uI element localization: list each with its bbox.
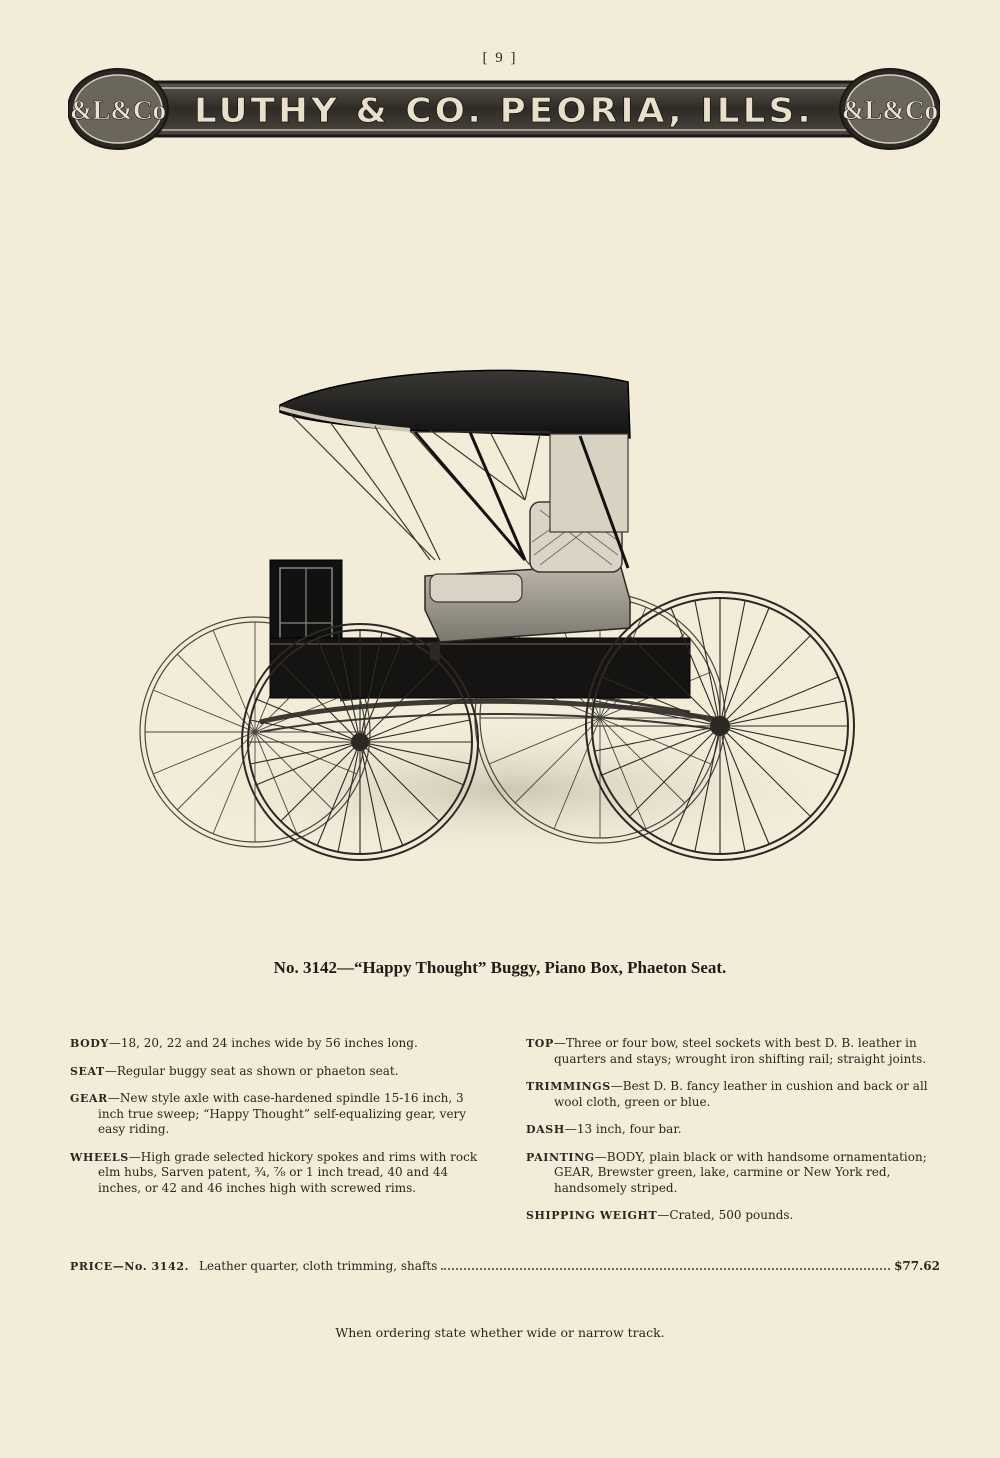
specs-right-column xyxy=(526,1036,946,1236)
spec-painting xyxy=(526,1150,946,1197)
spec-body xyxy=(70,1036,490,1052)
spec-key: PAINTING xyxy=(526,1150,595,1164)
company-name: LUTHY & CO. PEORIA, ILLS. xyxy=(194,91,814,131)
spec-key: SEAT xyxy=(70,1064,105,1078)
spec-dash xyxy=(526,1122,946,1138)
price-value: $77.62 xyxy=(894,1259,940,1273)
product-caption: No. 3142—“Happy Thought” Buggy, Piano Box, Phaeton Seat. xyxy=(273,958,727,977)
spec-text: —Best D. B. fancy leather in cushion and back or all wool cloth, green or blue. xyxy=(554,1079,928,1109)
spec-text: —13 inch, four bar. xyxy=(564,1122,682,1136)
spec-text: —High grade selected hickory spokes and rims with rock elm hubs, Sarven patent, ¾, ⅞ or 1 inch tread, 40 and 44 inches, or 42 and 46 inches high with screwed rims. xyxy=(98,1149,478,1195)
spec-text: —18, 20, 22 and 24 inches wide by 56 inches long. xyxy=(108,1036,418,1050)
monogram-left: &L&Co xyxy=(70,95,166,125)
spec-trimmings xyxy=(526,1079,946,1110)
spec-top xyxy=(526,1036,946,1067)
spec-text: —Regular buggy seat as shown or phaeton seat. xyxy=(104,1063,399,1078)
spec-key: DASH xyxy=(526,1123,565,1136)
spec-key: WHEELS xyxy=(70,1150,129,1164)
spec-gear xyxy=(70,1091,490,1138)
spec-key: GEAR xyxy=(70,1092,108,1105)
spec-text: —BODY, plain black or with handsome ornamentation; GEAR, Brewster green, lake, carmine or New York red, handsomely striped. xyxy=(554,1149,927,1195)
price-leader-dots xyxy=(441,1268,890,1270)
spec-text: —New style axle with case-hardened spindle 15-16 inch, 3 inch true sweep; “Happy Thought” self-equalizing gear, very easy riding. xyxy=(98,1091,467,1136)
page-number: [ 9 ] xyxy=(482,50,518,66)
specs-left-column xyxy=(70,1036,490,1208)
spec-key: BODY xyxy=(70,1037,109,1050)
company-banner xyxy=(68,64,940,154)
spec-wheels xyxy=(70,1150,490,1197)
spec-seat xyxy=(70,1064,490,1080)
spec-key: TRIMMINGS xyxy=(526,1080,611,1093)
ordering-note: When ordering state whether wide or narrow track. xyxy=(335,1325,665,1340)
buggy-illustration xyxy=(130,360,870,880)
spec-text: —Three or four bow, steel sockets with best D. B. leather in quarters and stays; wrought iron shifting rail; straight joints. xyxy=(553,1036,927,1066)
price-description: Leather quarter, cloth trimming, shafts xyxy=(199,1259,438,1273)
price-label: PRICE—No. 3142. xyxy=(70,1260,189,1273)
spec-shipping-weight xyxy=(526,1208,946,1224)
spec-text: —Crated, 500 pounds. xyxy=(657,1208,794,1222)
monogram-right: &L&Co xyxy=(842,95,938,125)
spec-key: TOP xyxy=(526,1037,554,1050)
spec-key: SHIPPING WEIGHT xyxy=(526,1209,658,1222)
price-line xyxy=(70,1259,940,1277)
